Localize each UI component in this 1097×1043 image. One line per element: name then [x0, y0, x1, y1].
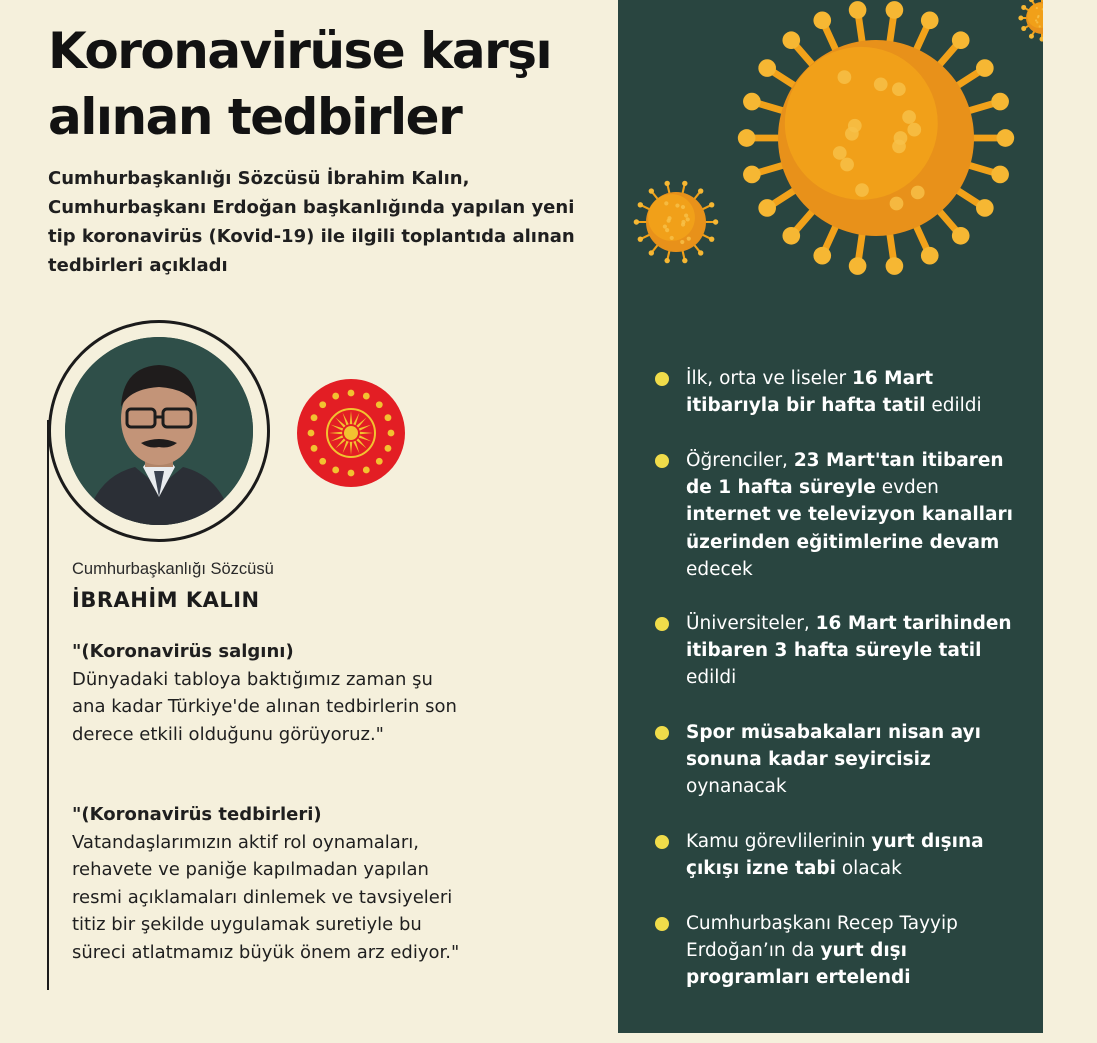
quote-heading: "(Koronavirüs salgını) [72, 641, 294, 662]
coronavirus-icon [618, 0, 1043, 300]
speaker-portrait [65, 337, 253, 525]
measure-item: Öğrenciler, 23 Mart'tan itibaren de 1 hafta süreyle evden internet ve televizyon kanalları üzerinden eğitimlerine devam edecek [686, 447, 1016, 583]
quote-text: Dünyadaki tabloya baktığımız zaman şu ana kadar Türkiye'de alınan tedbirlerin son derece etkili olduğunu görüyoruz." [72, 668, 457, 745]
quote-heading: "(Koronavirüs tedbirleri) [72, 804, 322, 825]
measures-panel [618, 0, 1043, 1033]
quote-text: Vatandaşlarımızın aktif rol oynamaları, rehavete ve paniğe kapılmadan yapılan resmi açıklamaları dinlemek ve tavsiyeleri titiz bir şekilde uygulamak suretiyle bu süreci atlatmamız büyük önem arz ediyor." [72, 831, 460, 963]
speaker-name: İBRAHİM KALIN [72, 588, 260, 612]
bullet-icon [655, 726, 669, 740]
measure-item: Üniversiteler, 16 Mart tarihinden itibaren 3 hafta süreyle tatil edildi [686, 610, 1016, 692]
quote-block [72, 801, 472, 966]
quote-rule [47, 420, 49, 990]
bullet-icon [655, 372, 669, 386]
measure-item: Spor müsabakaları nisan ayı sonuna kadar seyircisiz oynanacak [686, 719, 1016, 801]
bullet-icon [655, 454, 669, 468]
bullet-icon [655, 617, 669, 631]
measure-item: Cumhurbaşkanı Recep Tayyip Erdoğan’ın da yurt dışı programları ertelendi [686, 910, 1016, 992]
page-subtitle: Cumhurbaşkanlığı Sözcüsü İbrahim Kalın, Cumhurbaşkanı Erdoğan başkanlığında yapılan yeni tip koronavirüs (Kovid-19) ile ilgili toplantıda alınan tedbirleri açıkladı [48, 168, 575, 276]
measure-item: İlk, orta ve liseler 16 Mart itibarıyla bir hafta tatil edildi [686, 365, 1016, 419]
bullet-icon [655, 917, 669, 931]
speaker-role: Cumhurbaşkanlığı Sözcüsü [72, 560, 274, 578]
quote-block [72, 638, 472, 748]
measure-item: Kamu görevlilerinin yurt dışına çıkışı izne tabi olacak [686, 828, 1016, 882]
bullet-icon [655, 835, 669, 849]
person-silhouette-icon [65, 337, 253, 525]
speaker-photo-frame [48, 320, 270, 542]
page-title: Koronavirüse karşı alınan tedbirler [48, 22, 552, 146]
presidential-seal-icon [296, 378, 406, 488]
